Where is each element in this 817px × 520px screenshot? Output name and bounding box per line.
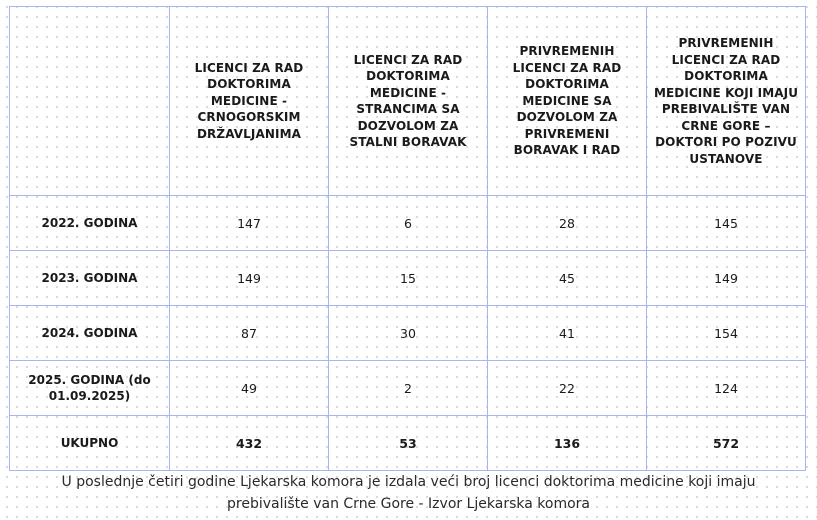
total-row bbox=[10, 416, 806, 471]
header-stranci-stalni-boravak: LICENCI ZA RAD DOKTORIMA MEDICINE - STRANCIMA SA DOZVOLOM ZA STALNI BORAVAK bbox=[329, 7, 488, 196]
total-cell: 432 bbox=[170, 416, 329, 471]
row-label-ukupno: UKUPNO bbox=[10, 416, 170, 471]
row-label-2023: 2023. GODINA bbox=[10, 251, 170, 306]
row-label-2022: 2022. GODINA bbox=[10, 196, 170, 251]
caption-line-1: U poslednje četiri godine Ljekarska komora je izdala veći broj licenci doktorima medicine koji imaju bbox=[61, 474, 756, 490]
table-cell: 145 bbox=[647, 196, 806, 251]
total-cell: 136 bbox=[488, 416, 647, 471]
table-row bbox=[10, 251, 806, 306]
corner-cell bbox=[10, 7, 170, 196]
table-cell: 147 bbox=[170, 196, 329, 251]
image-caption bbox=[0, 471, 817, 515]
total-cell: 53 bbox=[329, 416, 488, 471]
table-cell: 22 bbox=[488, 361, 647, 416]
total-cell: 572 bbox=[647, 416, 806, 471]
header-privremeni-boravak: PRIVREMENIH LICENCI ZA RAD DOKTORIMA MEDICINE SA DOZVOLOM ZA PRIVREMENI BORAVAK I RAD bbox=[488, 7, 647, 196]
table-cell: 2 bbox=[329, 361, 488, 416]
table-cell: 6 bbox=[329, 196, 488, 251]
table-cell: 149 bbox=[647, 251, 806, 306]
table-row bbox=[10, 361, 806, 416]
header-prebivaliste-van-cg: PRIVREMENIH LICENCI ZA RAD DOKTORIMA MEDICINE KOJI IMAJU PREBIVALIŠTE VAN CRNE GORE – DOKTORI PO POZIVU USTANOVE bbox=[647, 7, 806, 196]
caption-line-2: prebivalište van Crne Gore - Izvor Ljekarska komora bbox=[227, 496, 590, 512]
table-cell: 41 bbox=[488, 306, 647, 361]
table-cell: 87 bbox=[170, 306, 329, 361]
row-label-2024: 2024. GODINA bbox=[10, 306, 170, 361]
header-row bbox=[10, 7, 806, 196]
table-cell: 28 bbox=[488, 196, 647, 251]
table-row bbox=[10, 306, 806, 361]
table-cell: 149 bbox=[170, 251, 329, 306]
table-cell: 49 bbox=[170, 361, 329, 416]
table-cell: 124 bbox=[647, 361, 806, 416]
table-cell: 15 bbox=[329, 251, 488, 306]
licences-table bbox=[9, 6, 806, 471]
table-row bbox=[10, 196, 806, 251]
header-crnogorski-drzavljani: LICENCI ZA RAD DOKTORIMA MEDICINE - CRNOGORSKIM DRŽAVLJANIMA bbox=[170, 7, 329, 196]
table-cell: 30 bbox=[329, 306, 488, 361]
table-cell: 154 bbox=[647, 306, 806, 361]
table-cell: 45 bbox=[488, 251, 647, 306]
row-label-2025: 2025. GODINA (do 01.09.2025) bbox=[10, 361, 170, 416]
